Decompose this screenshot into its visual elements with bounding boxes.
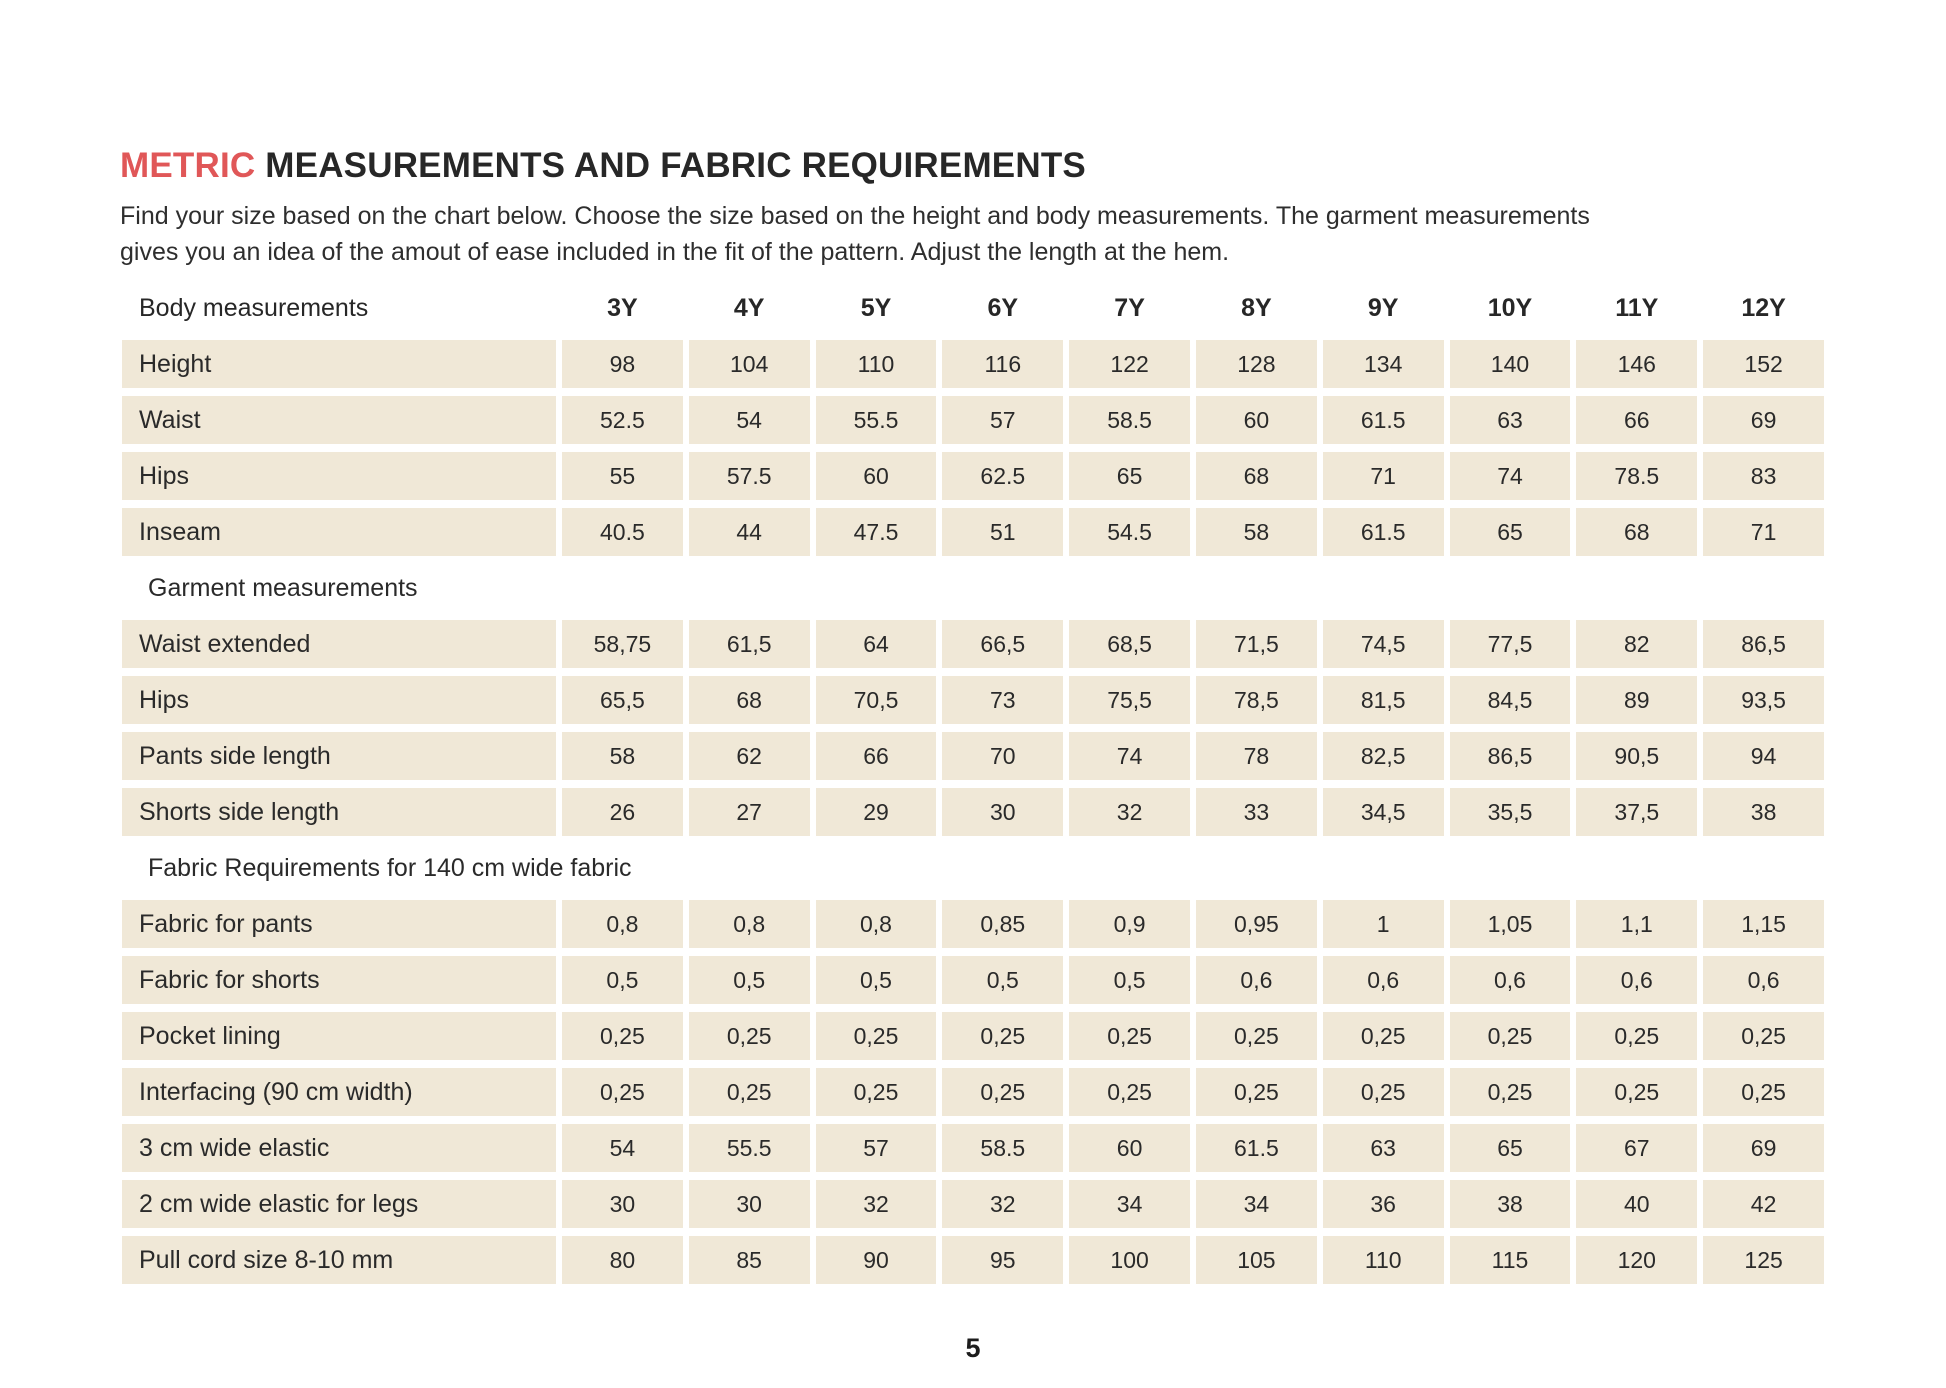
value-cell: 95 <box>942 1236 1063 1284</box>
value-cell: 82,5 <box>1323 732 1444 780</box>
value-cell: 128 <box>1196 340 1317 388</box>
value-cell: 68 <box>689 676 810 724</box>
value-cell: 0,6 <box>1703 956 1824 1004</box>
value-cell: 32 <box>1069 788 1190 836</box>
row-label: Pocket lining <box>122 1012 556 1060</box>
size-column-header: 11Y <box>1615 293 1659 322</box>
value-cell: 146 <box>1576 340 1697 388</box>
value-cell: 69 <box>1703 396 1824 444</box>
value-cell: 75,5 <box>1069 676 1190 724</box>
row-label: Inseam <box>122 508 556 556</box>
value-cell: 74 <box>1069 732 1190 780</box>
value-cell: 83 <box>1703 452 1824 500</box>
value-cell: 55.5 <box>689 1124 810 1172</box>
value-cell: 36 <box>1323 1180 1444 1228</box>
size-column-header: 10Y <box>1487 293 1533 322</box>
value-cell: 110 <box>816 340 937 388</box>
value-cell: 0,25 <box>1703 1012 1824 1060</box>
value-cell: 60 <box>1069 1124 1190 1172</box>
value-cell: 33 <box>1196 788 1317 836</box>
value-cell: 0,6 <box>1323 956 1444 1004</box>
value-cell: 32 <box>816 1180 937 1228</box>
size-column-header: 3Y <box>607 293 638 322</box>
value-cell: 0,25 <box>1450 1068 1571 1116</box>
value-cell: 0,25 <box>1576 1068 1697 1116</box>
value-cell: 63 <box>1450 396 1571 444</box>
value-cell: 89 <box>1576 676 1697 724</box>
value-cell: 86,5 <box>1703 620 1824 668</box>
value-cell: 54 <box>689 396 810 444</box>
value-cell: 62.5 <box>942 452 1063 500</box>
value-cell: 61.5 <box>1323 508 1444 556</box>
value-cell: 37,5 <box>1576 788 1697 836</box>
intro-line-2: gives you an idea of the amout of ease included in the fit of the pattern. Adjust the length at the hem. <box>120 238 1230 266</box>
value-cell: 66 <box>816 732 937 780</box>
value-cell: 40.5 <box>562 508 683 556</box>
value-cell: 110 <box>1323 1236 1444 1284</box>
value-cell: 0,25 <box>816 1068 937 1116</box>
row-label: Hips <box>122 452 556 500</box>
value-cell: 68 <box>1196 452 1317 500</box>
value-cell: 67 <box>1576 1124 1697 1172</box>
value-cell: 0,5 <box>689 956 810 1004</box>
row-label: Height <box>122 340 556 388</box>
title-rest: MEASUREMENTS AND FABRIC REQUIREMENTS <box>265 146 1086 185</box>
page-title <box>120 146 1828 186</box>
value-cell: 81,5 <box>1323 676 1444 724</box>
value-cell: 0,25 <box>1069 1068 1190 1116</box>
value-cell: 27 <box>689 788 810 836</box>
size-column-header: 5Y <box>860 293 892 322</box>
value-cell: 78,5 <box>1196 676 1317 724</box>
value-cell: 0,85 <box>942 900 1063 948</box>
value-cell: 57 <box>942 396 1063 444</box>
value-cell: 58.5 <box>1069 396 1190 444</box>
value-cell: 52.5 <box>562 396 683 444</box>
value-cell: 66,5 <box>942 620 1063 668</box>
row-label: 3 cm wide elastic <box>122 1124 556 1172</box>
value-cell: 78.5 <box>1576 452 1697 500</box>
value-cell: 0,25 <box>1196 1068 1317 1116</box>
value-cell: 120 <box>1576 1236 1697 1284</box>
value-cell: 30 <box>562 1180 683 1228</box>
intro-line-1: Find your size based on the chart below. Choose the size based on the height and body measurements. The garment measurements <box>120 202 1590 230</box>
value-cell: 0,8 <box>816 900 937 948</box>
row-label: Waist extended <box>122 620 556 668</box>
value-cell: 134 <box>1323 340 1444 388</box>
value-cell: 0,25 <box>816 1012 937 1060</box>
intro-paragraph <box>120 198 1828 270</box>
value-cell: 44 <box>689 508 810 556</box>
value-cell: 40 <box>1576 1180 1697 1228</box>
value-cell: 57 <box>816 1124 937 1172</box>
value-cell: 98 <box>562 340 683 388</box>
value-cell: 90,5 <box>1576 732 1697 780</box>
value-cell: 34 <box>1196 1180 1317 1228</box>
value-cell: 0,8 <box>562 900 683 948</box>
value-cell: 0,25 <box>942 1068 1063 1116</box>
value-cell: 65 <box>1450 508 1571 556</box>
value-cell: 58,75 <box>562 620 683 668</box>
value-cell: 0,25 <box>562 1012 683 1060</box>
value-cell: 140 <box>1450 340 1571 388</box>
value-cell: 70 <box>942 732 1063 780</box>
value-cell: 71 <box>1703 508 1824 556</box>
value-cell: 104 <box>689 340 810 388</box>
value-cell: 61.5 <box>1196 1124 1317 1172</box>
value-cell: 1,15 <box>1703 900 1824 948</box>
value-cell: 69 <box>1703 1124 1824 1172</box>
value-cell: 82 <box>1576 620 1697 668</box>
value-cell: 63 <box>1323 1124 1444 1172</box>
value-cell: 0,25 <box>1576 1012 1697 1060</box>
value-cell: 62 <box>689 732 810 780</box>
value-cell: 152 <box>1703 340 1824 388</box>
value-cell: 0,25 <box>1703 1068 1824 1116</box>
value-cell: 85 <box>689 1236 810 1284</box>
value-cell: 77,5 <box>1450 620 1571 668</box>
value-cell: 0,25 <box>689 1068 810 1116</box>
value-cell: 65 <box>1450 1124 1571 1172</box>
title-highlight: METRIC <box>120 146 256 185</box>
value-cell: 1 <box>1323 900 1444 948</box>
size-column-header: 9Y <box>1367 293 1399 322</box>
value-cell: 0,25 <box>1323 1012 1444 1060</box>
value-cell: 0,5 <box>942 956 1063 1004</box>
value-cell: 0,25 <box>1069 1012 1190 1060</box>
value-cell: 38 <box>1703 788 1824 836</box>
value-cell: 78 <box>1196 732 1317 780</box>
value-cell: 0,8 <box>689 900 810 948</box>
value-cell: 42 <box>1703 1180 1824 1228</box>
value-cell: 125 <box>1703 1236 1824 1284</box>
value-cell: 74,5 <box>1323 620 1444 668</box>
value-cell: 54 <box>562 1124 683 1172</box>
value-cell: 65,5 <box>562 676 683 724</box>
value-cell: 58.5 <box>942 1124 1063 1172</box>
value-cell: 0,6 <box>1576 956 1697 1004</box>
value-cell: 65 <box>1069 452 1190 500</box>
value-cell: 0,25 <box>1196 1012 1317 1060</box>
row-label: 2 cm wide elastic for legs <box>122 1180 556 1228</box>
value-cell: 0,5 <box>562 956 683 1004</box>
value-cell: 0,9 <box>1069 900 1190 948</box>
row-label: Interfacing (90 cm width) <box>122 1068 556 1116</box>
value-cell: 71 <box>1323 452 1444 500</box>
row-label: Fabric for pants <box>122 900 556 948</box>
value-cell: 32 <box>942 1180 1063 1228</box>
value-cell: 38 <box>1450 1180 1571 1228</box>
value-cell: 94 <box>1703 732 1824 780</box>
value-cell: 116 <box>942 340 1063 388</box>
value-cell: 73 <box>942 676 1063 724</box>
table-corner-header: Body measurements <box>139 293 369 322</box>
value-cell: 105 <box>1196 1236 1317 1284</box>
value-cell: 0,6 <box>1450 956 1571 1004</box>
row-label: Hips <box>122 676 556 724</box>
value-cell: 0,25 <box>942 1012 1063 1060</box>
value-cell: 66 <box>1576 396 1697 444</box>
value-cell: 1,1 <box>1576 900 1697 948</box>
value-cell: 115 <box>1450 1236 1571 1284</box>
value-cell: 61,5 <box>689 620 810 668</box>
value-cell: 29 <box>816 788 937 836</box>
value-cell: 0,6 <box>1196 956 1317 1004</box>
value-cell: 30 <box>942 788 1063 836</box>
value-cell: 54.5 <box>1069 508 1190 556</box>
value-cell: 0,25 <box>1323 1068 1444 1116</box>
value-cell: 1,05 <box>1450 900 1571 948</box>
value-cell: 70,5 <box>816 676 937 724</box>
value-cell: 74 <box>1450 452 1571 500</box>
value-cell: 34 <box>1069 1180 1190 1228</box>
value-cell: 58 <box>1196 508 1317 556</box>
size-column-header: 8Y <box>1241 293 1272 322</box>
value-cell: 64 <box>816 620 937 668</box>
row-label: Shorts side length <box>122 788 556 836</box>
value-cell: 26 <box>562 788 683 836</box>
value-cell: 47.5 <box>816 508 937 556</box>
value-cell: 60 <box>816 452 937 500</box>
value-cell: 57.5 <box>689 452 810 500</box>
value-cell: 58 <box>562 732 683 780</box>
value-cell: 93,5 <box>1703 676 1824 724</box>
value-cell: 68,5 <box>1069 620 1190 668</box>
value-cell: 90 <box>816 1236 937 1284</box>
value-cell: 34,5 <box>1323 788 1444 836</box>
value-cell: 0,5 <box>816 956 937 1004</box>
size-column-header: 6Y <box>987 293 1019 322</box>
value-cell: 60 <box>1196 396 1317 444</box>
size-column-header: 7Y <box>1114 293 1145 322</box>
value-cell: 61.5 <box>1323 396 1444 444</box>
value-cell: 122 <box>1069 340 1190 388</box>
value-cell: 86,5 <box>1450 732 1571 780</box>
value-cell: 55.5 <box>816 396 937 444</box>
section-heading: Garment measurements <box>148 573 418 602</box>
value-cell: 0,95 <box>1196 900 1317 948</box>
row-label: Waist <box>122 396 556 444</box>
value-cell: 84,5 <box>1450 676 1571 724</box>
size-chart-table <box>122 284 1824 1284</box>
section-heading: Fabric Requirements for 140 cm wide fabric <box>148 853 632 882</box>
value-cell: 0,5 <box>1069 956 1190 1004</box>
value-cell: 68 <box>1576 508 1697 556</box>
row-label: Fabric for shorts <box>122 956 556 1004</box>
value-cell: 55 <box>562 452 683 500</box>
page-number: 5 <box>965 1333 981 1363</box>
value-cell: 80 <box>562 1236 683 1284</box>
row-label: Pants side length <box>122 732 556 780</box>
value-cell: 30 <box>689 1180 810 1228</box>
value-cell: 35,5 <box>1450 788 1571 836</box>
value-cell: 100 <box>1069 1236 1190 1284</box>
value-cell: 0,25 <box>562 1068 683 1116</box>
value-cell: 0,25 <box>1450 1012 1571 1060</box>
row-label: Pull cord size 8-10 mm <box>122 1236 556 1284</box>
value-cell: 0,25 <box>689 1012 810 1060</box>
size-column-header: 4Y <box>733 293 765 322</box>
size-column-header: 12Y <box>1741 293 1786 322</box>
value-cell: 51 <box>942 508 1063 556</box>
value-cell: 71,5 <box>1196 620 1317 668</box>
